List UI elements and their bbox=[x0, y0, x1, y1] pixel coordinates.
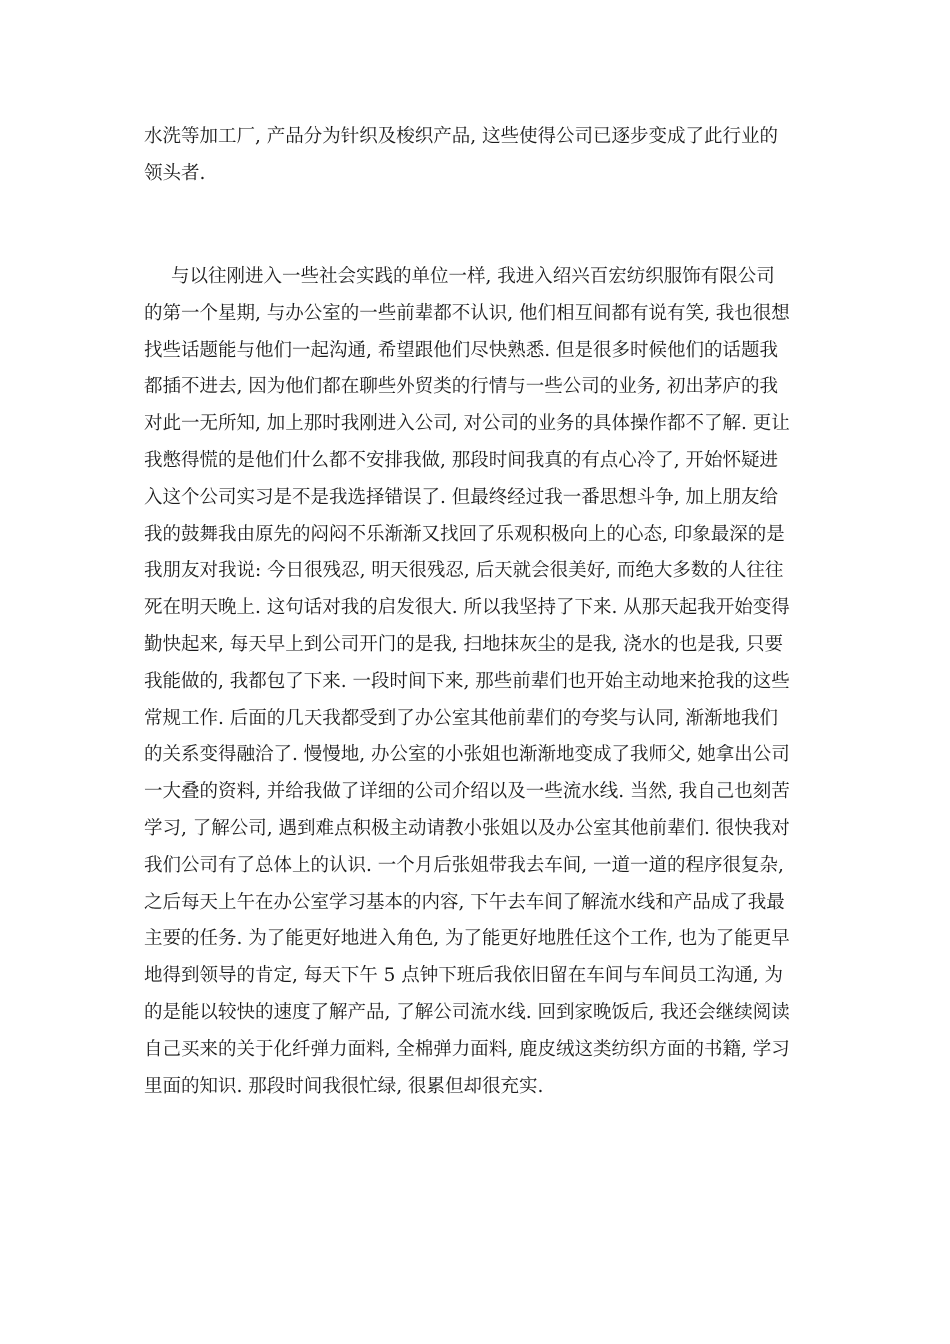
text-line-indented: 与以往刚进入一些社会实践的单位一样, 我进入绍兴百宏纺织服饰有限公司 bbox=[171, 266, 775, 287]
text-line: 的是能以较快的速度了解产品, 了解公司流水线. 回到家晚饭后, 我还会继续阅读 bbox=[144, 1001, 790, 1023]
text-line: 找些话题能与他们一起沟通, 希望跟他们尽快熟悉. 但是很多时候他们的话题我 bbox=[144, 339, 779, 361]
text-line: 都插不进去, 因为他们都在聊些外贸类的行情与一些公司的业务, 初出茅庐的我 bbox=[144, 376, 779, 398]
text-line: 我憋得慌的是他们什么都不安排我做, 那段时间我真的有点心冷了, 开始怀疑进 bbox=[144, 449, 779, 471]
text-line: 地得到领导的肯定, 每天下午 5 点钟下班后我依旧留在车间与车间员工沟通, 为 bbox=[144, 965, 784, 987]
text-line: 的关系变得融洽了. 慢慢地, 办公室的小张姐也渐渐地变成了我师父, 她拿出公司 bbox=[144, 744, 790, 766]
text-line: 入这个公司实习是不是我选择错误了. 但最终经过我一番思想斗争, 加上朋友给 bbox=[144, 486, 779, 508]
text-line: 我朋友对我说: 今日很残忍, 明天很残忍, 后天就会很美好, 而绝大多数的人往往 bbox=[144, 560, 784, 582]
text-line: 之后每天上午在办公室学习基本的内容, 下午去车间了解流水线和产品成了我最 bbox=[144, 891, 785, 913]
text-line: 的第一个星期, 与办公室的一些前辈都不认识, 他们相互间都有说有笑, 我也很想 bbox=[144, 302, 790, 324]
text-line: 学习, 了解公司, 遇到难点积极主动请教小张姐以及办公室其他前辈们. 很快我对 bbox=[144, 817, 790, 839]
text-line: 对此一无所知, 加上那时我刚进入公司, 对公司的业务的具体操作都不了解. 更让 bbox=[144, 413, 790, 435]
text-line: 里面的知识. 那段时间我很忙绿, 很累但却很充实. bbox=[144, 1075, 544, 1097]
text-line: 勤快起来, 每天早上到公司开门的是我, 扫地抹灰尘的是我, 浇水的也是我, 只要 bbox=[144, 633, 784, 655]
text-line: 死在明天晚上. 这句话对我的启发很大. 所以我坚持了下来. 从那天起我开始变得 bbox=[144, 597, 790, 619]
text-line: 我能做的, 我都包了下来. 一段时间下来, 那些前辈们也开始主动地来抢我的这些 bbox=[144, 670, 790, 692]
text-line: 水洗等加工厂, 产品分为针织及梭织产品, 这些使得公司已逐步变成了此行业的 bbox=[144, 126, 779, 147]
text-line: 领头者. bbox=[144, 162, 206, 184]
text-line: 我们公司有了总体上的认识. 一个月后张姐带我去车间, 一道一道的程序很复杂, bbox=[144, 854, 784, 876]
text-line: 自己买来的关于化纤弹力面料, 全棉弹力面料, 鹿皮绒这类纺织方面的书籍, 学习 bbox=[144, 1038, 790, 1060]
text-line: 一大叠的资料, 并给我做了详细的公司介绍以及一些流水线. 当然, 我自己也刻苦 bbox=[144, 781, 790, 803]
text-line: 常规工作. 后面的几天我都受到了办公室其他前辈们的夸奖与认同, 渐渐地我们 bbox=[144, 707, 779, 729]
text-line: 主要的任务. 为了能更好地进入角色, 为了能更好地胜任这个工作, 也为了能更早 bbox=[144, 928, 790, 950]
paragraph-internship-experience bbox=[144, 259, 824, 1105]
paragraph-continued bbox=[144, 119, 824, 193]
text-line: 我的鼓舞我由原先的闷闷不乐渐渐又找回了乐观积极向上的心态, 印象最深的是 bbox=[144, 523, 785, 545]
